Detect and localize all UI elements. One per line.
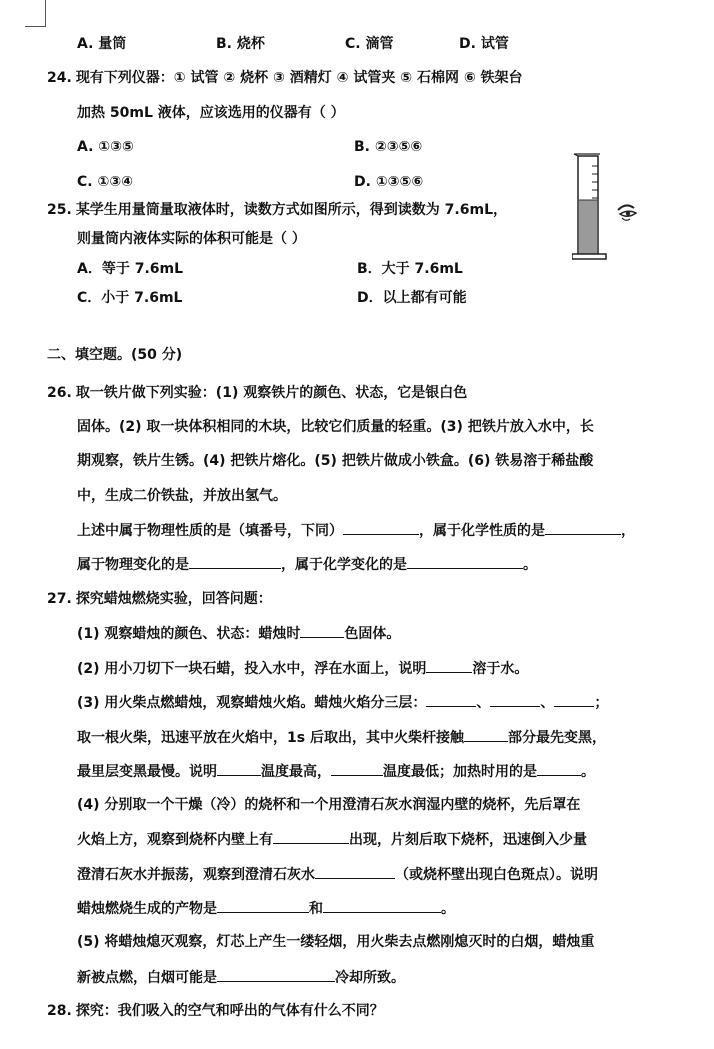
q27-part4-line2 <box>77 829 587 850</box>
text: 和 <box>309 901 323 917</box>
q23-option-c: C. 滴管 <box>345 36 394 52</box>
q26-line1: 取一铁片做下列实验：(1) 观察铁片的颜色、状态，它是银白色 <box>75 385 468 401</box>
q25-line2: 则量筒内液体实际的体积可能是（ ） <box>77 231 306 247</box>
q24-option-a: A. ①③⑤ <box>77 139 134 155</box>
q25-option-c: C．小于 7.6mL <box>77 290 183 306</box>
text: 火焰上方，观察到烧杯内壁上有 <box>77 832 273 848</box>
graduated-cylinder-icon <box>572 154 606 259</box>
q28-text: 探究：我们吸入的空气和呼出的气体有什么不同？ <box>75 1003 384 1019</box>
graduated-cylinder-figure <box>572 152 642 262</box>
text: 部分最先变黑， <box>507 730 606 746</box>
answer-blank[interactable] <box>315 864 395 879</box>
answer-blank[interactable] <box>217 761 261 776</box>
answer-blank[interactable] <box>323 898 441 913</box>
answer-blank[interactable] <box>331 761 383 776</box>
q24-stem <box>47 68 523 88</box>
q27-part3-line3 <box>77 761 595 782</box>
crop-mark-vertical <box>45 0 46 26</box>
q24-option-b: B. ②③⑤⑥ <box>354 139 423 155</box>
q25-line1: 某学生用量筒量取液体时，读数方式如图所示，得到读数为 7.6mL， <box>75 202 507 218</box>
answer-blank[interactable] <box>273 829 349 844</box>
text: 上述中属于物理性质的是（填番号，下同） <box>77 523 343 539</box>
q24-option-c: C. ①③④ <box>77 174 134 190</box>
text: 溶于水。 <box>472 661 529 677</box>
q23-option-a: A. 量筒 <box>77 36 127 52</box>
question-number: 28. <box>47 1003 72 1019</box>
q28-stem <box>47 1001 384 1021</box>
q27-part1 <box>77 623 400 644</box>
answer-blank[interactable] <box>426 692 476 707</box>
q26-line4: 中，生成二价铁盐，并放出氢气。 <box>77 488 287 504</box>
q23-option-b: B. 烧杯 <box>216 36 265 52</box>
text: ，属于化学性质的是 <box>419 523 545 539</box>
text: 属于物理变化的是 <box>77 557 189 573</box>
q24-line1: 现有下列仪器：① 试管 ② 烧杯 ③ 酒精灯 ④ 试管夹 ⑤ 石棉网 ⑥ 铁架台 <box>75 70 523 86</box>
text: 、 <box>476 695 491 711</box>
text: 最里层变黑最慢。说明 <box>77 764 217 780</box>
q26-line3: 期观察，铁片生锈。(4) 把铁片熔化。(5) 把铁片做成小铁盒。(6) 铁易溶于稀盐酸 <box>77 453 594 469</box>
section-title: 二、填空题。(50 分) <box>47 347 183 363</box>
q26-stem <box>47 383 467 403</box>
answer-blank[interactable] <box>426 658 472 673</box>
text: 出现，片刻后取下烧杯，迅速倒入少量 <box>349 832 587 848</box>
q27-part3-line2 <box>77 727 606 748</box>
q27-stem <box>47 589 272 609</box>
q27-part3-line1 <box>77 692 608 713</box>
answer-blank[interactable] <box>189 554 281 569</box>
q24-line2: 加热 50mL 液体，应该选用的仪器有（ ） <box>77 105 345 121</box>
text: 取一根火柴，迅速平放在火焰中，1s 后取出，其中火柴杆接触 <box>77 730 464 746</box>
q24-option-d: D. ①③⑤⑥ <box>354 174 424 190</box>
question-number: 25. <box>47 202 72 218</box>
answer-blank[interactable] <box>217 967 335 982</box>
q27-part4-line4 <box>77 898 455 919</box>
text: (2) 用小刀切下一块石蜡，投入水中，浮在水面上，说明 <box>77 661 427 677</box>
crop-mark-horizontal <box>25 26 46 27</box>
question-number: 26. <box>47 385 72 401</box>
text: ， <box>621 523 635 539</box>
answer-blank[interactable] <box>554 692 594 707</box>
q27-part4-line1: (4) 分别取一个干燥（冷）的烧杯和一个用澄清石灰水润湿内壁的烧杯，先后罩在 <box>77 797 581 813</box>
answer-blank[interactable] <box>537 761 581 776</box>
q26-line5 <box>77 520 635 541</box>
text: ，属于化学变化的是 <box>281 557 407 573</box>
text: ； <box>594 695 609 711</box>
text: 色固体。 <box>344 626 401 642</box>
text: 新被点燃，白烟可能是 <box>77 970 217 986</box>
q25-stem <box>47 200 507 220</box>
text: (3) 用火柴点燃蜡烛，观察蜡烛火焰。蜡烛火焰分三层： <box>77 695 427 711</box>
q23-option-d: D. 试管 <box>459 36 509 52</box>
q25-option-a: A．等于 7.6mL <box>77 261 184 277</box>
q27-title: 探究蜡烛燃烧实验，回答问题： <box>75 591 272 607</box>
text: 温度最高， <box>261 764 331 780</box>
text: 。 <box>581 764 595 780</box>
q25-option-b: B．大于 7.6mL <box>357 261 463 277</box>
q25-option-d: D．以上都有可能 <box>357 290 467 306</box>
answer-blank[interactable] <box>300 623 344 638</box>
answer-blank[interactable] <box>490 692 540 707</box>
q27-part5-line2 <box>77 967 405 988</box>
text: (1) 观察蜡烛的颜色、状态：蜡烛时 <box>77 626 301 642</box>
q27-part5-line1: (5) 将蜡烛熄灭观察，灯芯上产生一缕轻烟，用火柴去点燃刚熄灭时的白烟，蜡烛重 <box>77 934 595 950</box>
text: 、 <box>540 695 555 711</box>
q26-line2: 固体。(2) 取一块体积相同的木块，比较它们质量的轻重。(3) 把铁片放入水中，长 <box>77 419 594 435</box>
answer-blank[interactable] <box>464 727 508 742</box>
question-number: 27. <box>47 591 72 607</box>
answer-blank[interactable] <box>545 520 621 535</box>
text: 。 <box>441 901 455 917</box>
text: 蜡烛燃烧生成的产物是 <box>77 901 217 917</box>
text: 温度最低；加热时用的是 <box>383 764 537 780</box>
q26-line6 <box>77 554 537 575</box>
q27-part4-line3 <box>77 864 598 885</box>
answer-blank[interactable] <box>343 520 419 535</box>
question-number: 24. <box>47 70 72 86</box>
text: 澄清石灰水并振荡，观察到澄清石灰水 <box>77 867 315 883</box>
eye-icon <box>618 205 636 220</box>
answer-blank[interactable] <box>407 554 523 569</box>
text: 冷却所致。 <box>335 970 405 986</box>
text: （或烧杯壁出现白色斑点）。说明 <box>395 867 598 883</box>
answer-blank[interactable] <box>217 898 309 913</box>
q27-part2 <box>77 658 528 679</box>
text: 。 <box>523 557 537 573</box>
